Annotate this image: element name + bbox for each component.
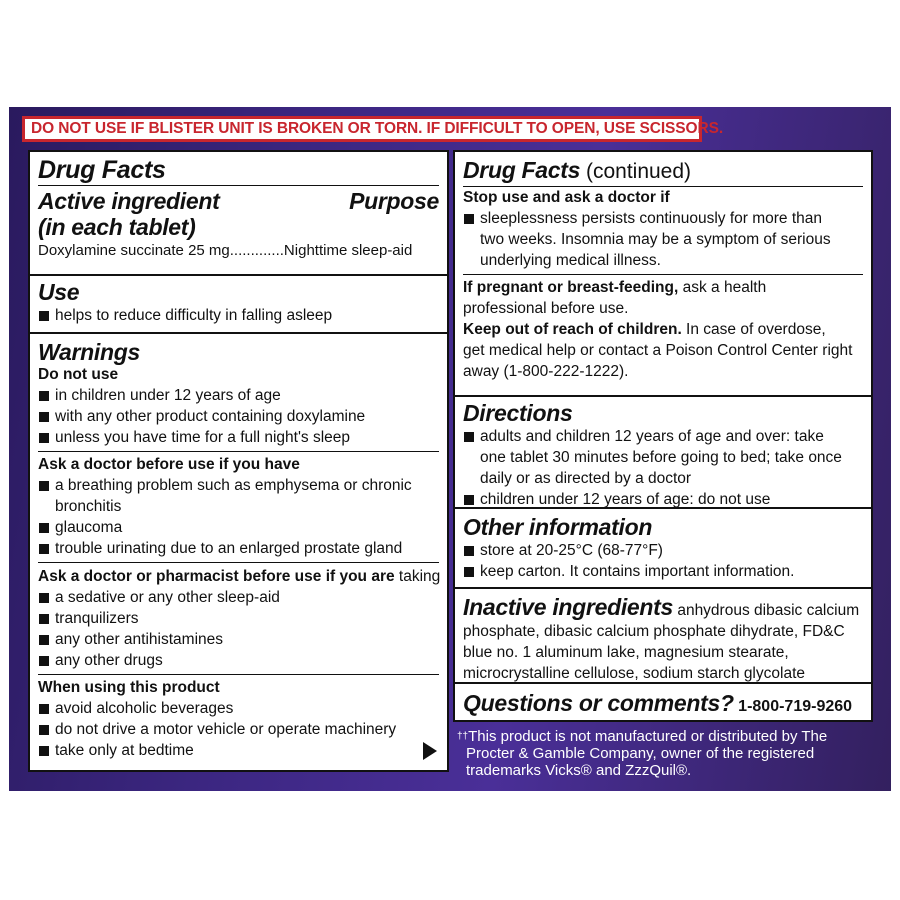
stop-use-item: sleeplessness persists continuously for more than [463,208,863,229]
divider [463,186,863,187]
inactive-ingredients-section [455,587,871,684]
trademark-footnote [457,728,877,779]
ask-pharmacist-item: tranquilizers [38,608,439,629]
continue-arrow-icon [423,742,437,760]
divider [38,451,439,452]
questions-section [455,682,871,720]
other-information-heading: Other information [463,514,653,540]
blister-warning-strip: DO NOT USE IF BLISTER UNIT IS BROKEN OR TORN. IF DIFFICULT TO OPEN, USE SCISSORS. [22,116,702,142]
ask-doctor-item: glaucoma [38,517,439,538]
when-using-heading: When using this product [38,679,220,696]
purpose-heading: Purpose [349,188,439,214]
keep-out-line-2: get medical help or contact a Poison Control Center right [463,342,853,359]
divider [38,674,439,675]
pregnant-bold: If pregnant or breast-feeding, [463,279,679,296]
active-ingredient-heading: Active ingredient [38,188,220,214]
ask-pharmacist-item: any other antihistamines [38,629,439,650]
stop-use-item-continued: two weeks. Insomnia may be a symptom of serious [480,231,831,248]
ask-pharmacist-suffix: taking [394,568,441,585]
do-not-use-item: unless you have time for a full night's sleep [38,427,439,448]
ask-pharmacist-heading-line [38,566,439,587]
do-not-use-item: with any other product containing doxylamine [38,406,439,427]
inactive-line: microcrystalline cellulose, sodium starch glycolate [463,665,805,682]
drug-facts-title: Drug Facts [38,156,166,184]
other-information-item: store at 20-25°C (68-77°F) [463,540,863,561]
active-ingredient-subheading: (in each tablet) [38,214,196,240]
ask-pharmacist-item: a sedative or any other sleep-aid [38,587,439,608]
continued-label: (continued) [580,160,692,183]
footnote-line-3: trademarks Vicks® and ZzzQuil®. [466,762,692,779]
divider [463,274,863,275]
warnings-section [30,332,447,770]
stop-use-item-continued: underlying medical illness. [480,252,661,269]
other-information-section [455,507,871,589]
inactive-first-line [463,594,863,621]
directions-section [455,395,871,509]
when-using-item: take only at bedtime [38,740,439,761]
inactive-line-1: anhydrous dibasic calcium [673,602,860,619]
pregnant-line-2: professional before use. [463,300,629,317]
ask-doctor-heading: Ask a doctor before use if you have [38,456,300,473]
do-not-use-heading: Do not use [38,366,119,383]
ask-pharmacist-item: any other drugs [38,650,439,671]
ask-doctor-item: trouble urinating due to an enlarged prostate gland [38,538,439,559]
keep-out-rest: In case of overdose, [681,321,826,338]
keep-out-line-3: away (1-800-222-1222). [463,363,629,380]
warnings-heading: Warnings [38,339,140,365]
inactive-line: blue no. 1 aluminum lake, magnesium stearate, [463,644,789,661]
drug-facts-panel [28,150,449,772]
directions-item: children under 12 years of age: do not use [463,489,863,510]
use-item: helps to reduce difficulty in falling asleep [38,305,439,326]
divider [38,185,439,186]
directions-item: adults and children 12 years of age and over: take [463,426,863,447]
inactive-ingredients-heading: Inactive ingredients [463,594,674,620]
keep-out-bold: Keep out of reach of children. [463,321,682,338]
inactive-line: phosphate, dibasic calcium phosphate dihydrate, FD&C [463,623,845,640]
use-section [30,274,447,334]
other-information-item: keep carton. It contains important information. [463,561,863,582]
do-not-use-item: in children under 12 years of age [38,385,439,406]
divider [38,562,439,563]
pregnant-rest: ask a health [678,279,767,296]
directions-heading: Directions [463,400,573,426]
directions-item-continued: daily or as directed by a doctor [480,470,692,487]
footnote-line-1 [457,728,877,745]
when-using-item: avoid alcoholic beverages [38,698,439,719]
footnote-mark: †† [457,731,469,742]
active-ingredient-section [30,152,447,274]
ask-pharmacist-heading: Ask a doctor or pharmacist before use if you are [38,568,395,585]
continued-title-line [463,157,863,184]
when-using-item: do not drive a motor vehicle or operate machinery [38,719,439,740]
footnote-text-1: This product is not manufactured or distributed by The [468,728,828,745]
questions-heading: Questions or comments? [463,690,734,716]
use-heading: Use [38,279,80,305]
pregnant-line [463,277,863,298]
drug-facts-continued-panel [453,150,873,722]
directions-item-continued: one tablet 30 minutes before going to bed; take once [480,449,842,466]
drug-facts-continued-title: Drug Facts [463,157,581,183]
keep-out-line [463,319,863,340]
stop-use-heading: Stop use and ask a doctor if [463,189,670,206]
footnote-line-2: Procter & Gamble Company, owner of the registered [466,745,815,762]
ingredient-line: Doxylamine succinate 25 mg.............Nighttime sleep-aid [38,242,413,259]
ask-doctor-item-continued: bronchitis [55,498,122,515]
stop-use-section [455,152,871,395]
ask-doctor-item: a breathing problem such as emphysema or chronic [38,475,439,496]
questions-phone: 1-800-719-9260 [733,698,853,715]
